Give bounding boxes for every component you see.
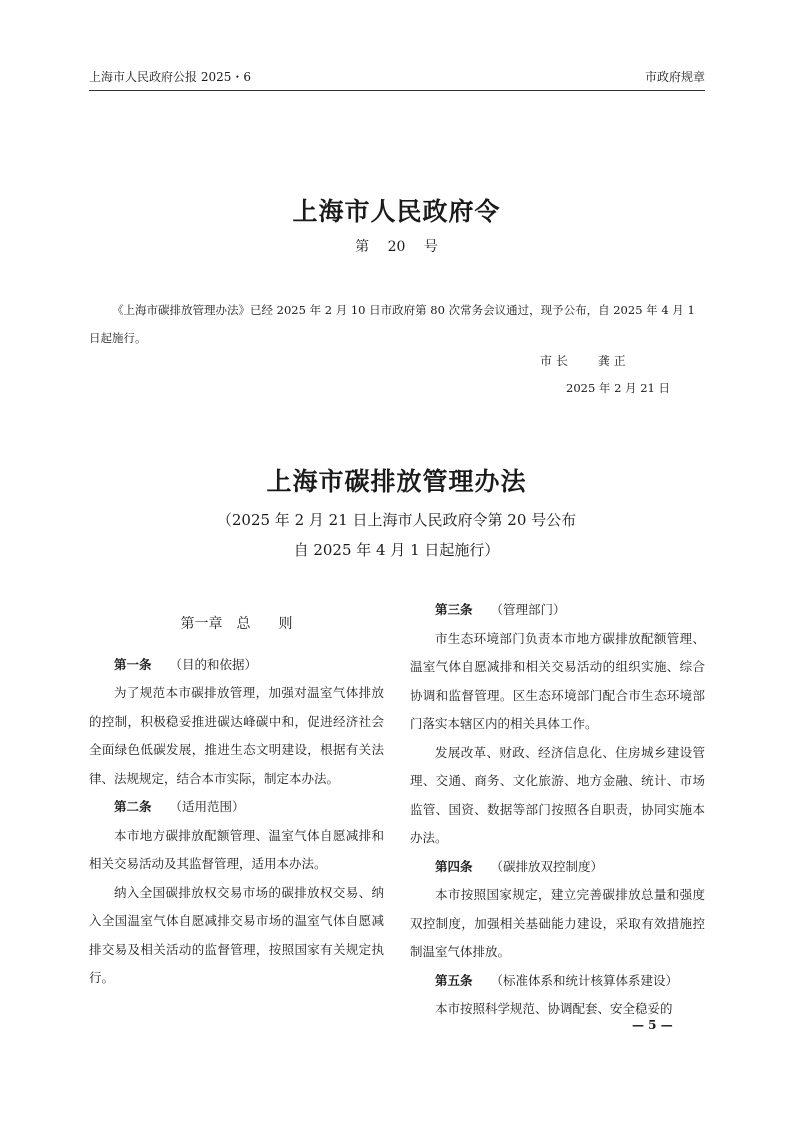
article-1-paragraph: 为了规范本市碳排放管理，加强对温室气体排放的控制，积极稳妥推进碳达峰碳中和，促进经济社会全面绿色低碳发展，推进生态文明建设，根据有关法律、法规规定，结合本市实际，制定本办法。	[89, 685, 384, 786]
journal-issue: 上海市人民政府公报 2025・6	[89, 70, 251, 84]
article-number: 第一条	[114, 656, 152, 672]
article-topic: （管理部门）	[490, 602, 566, 617]
regulation-note-line1: （2025 年 2 月 21 日上海市人民政府令第 20 号公布	[216, 511, 577, 529]
article-5-paragraph: 本市按照科学规范、协调配套、安全稳妥的	[435, 1001, 673, 1016]
article-1-heading	[89, 651, 384, 680]
article-4-paragraph: 本市按照国家规定，建立完善碳排放总量和强度双控制度，加强相关基础能力建设，采取有效措施控制温室气体排放。	[410, 887, 705, 959]
article-2-paragraph-1: 本市地方碳排放配额管理、温室气体自愿减排和相关交易活动及其监督管理，适用本办法。	[89, 827, 384, 871]
order-title: 上海市人民政府令	[292, 197, 501, 226]
article-2-paragraph-2: 纳入全国碳排放权交易市场的碳排放权交易、纳入全国温室气体自愿减排交易市场的温室气体自愿减排交易及相关活动的监督管理，按照国家有关规定执行。	[89, 884, 384, 985]
left-column	[89, 610, 384, 993]
article-3-paragraph-1: 市生态环境部门负责本市地方碳排放配额管理、温室气体自愿减排和相关交易活动的组织实施、综合协调和监督管理。区生态环境部门配合市生态环境部门落实本辖区内的相关具体工作。	[410, 630, 705, 731]
article-4-heading	[410, 853, 705, 882]
article-number: 第三条	[435, 602, 473, 617]
regulation-note-line2: 自 2025 年 4 月 1 日起施行）	[293, 541, 500, 559]
signer-title: 市 长	[540, 354, 568, 368]
article-topic: （适用范围）	[169, 799, 245, 814]
right-column	[410, 596, 705, 1024]
page-number: — 5 —	[632, 1018, 673, 1032]
article-topic: （目的和依据）	[169, 656, 258, 672]
order-number: 第 20 号	[355, 239, 438, 255]
article-number: 第四条	[435, 858, 473, 874]
article-number: 第二条	[114, 799, 152, 814]
regulation-title: 上海市碳排放管理办法	[266, 467, 527, 496]
signing-date: 2025 年 2 月 21 日	[566, 381, 670, 395]
article-5-heading	[410, 967, 705, 996]
article-3-heading	[410, 596, 705, 625]
signer-name: 龚 正	[597, 354, 626, 368]
article-topic: （碳排放双控制度）	[490, 858, 604, 874]
article-3-paragraph-2: 发展改革、财政、经济信息化、住房城乡建设管理、交通、商务、文化旅游、地方金融、统计、市场监管、国资、数据等部门按照各自职责，协同实施本办法。	[410, 744, 705, 845]
article-2-heading	[89, 793, 384, 822]
section-label: 市政府规章	[644, 70, 705, 84]
chapter-heading: 第一章 总 则	[180, 616, 293, 632]
running-header	[89, 66, 705, 91]
signer	[540, 352, 626, 369]
article-topic: （标准体系和统计核算体系建设）	[490, 972, 679, 988]
promulgation-text: 《上海市碳排放管理办法》已经 2025 年 2 月 10 日市政府第 80 次常务会议通过，现予公布，自 2025 年 4 月 1 日起施行。	[89, 303, 695, 345]
article-number: 第五条	[435, 972, 473, 988]
